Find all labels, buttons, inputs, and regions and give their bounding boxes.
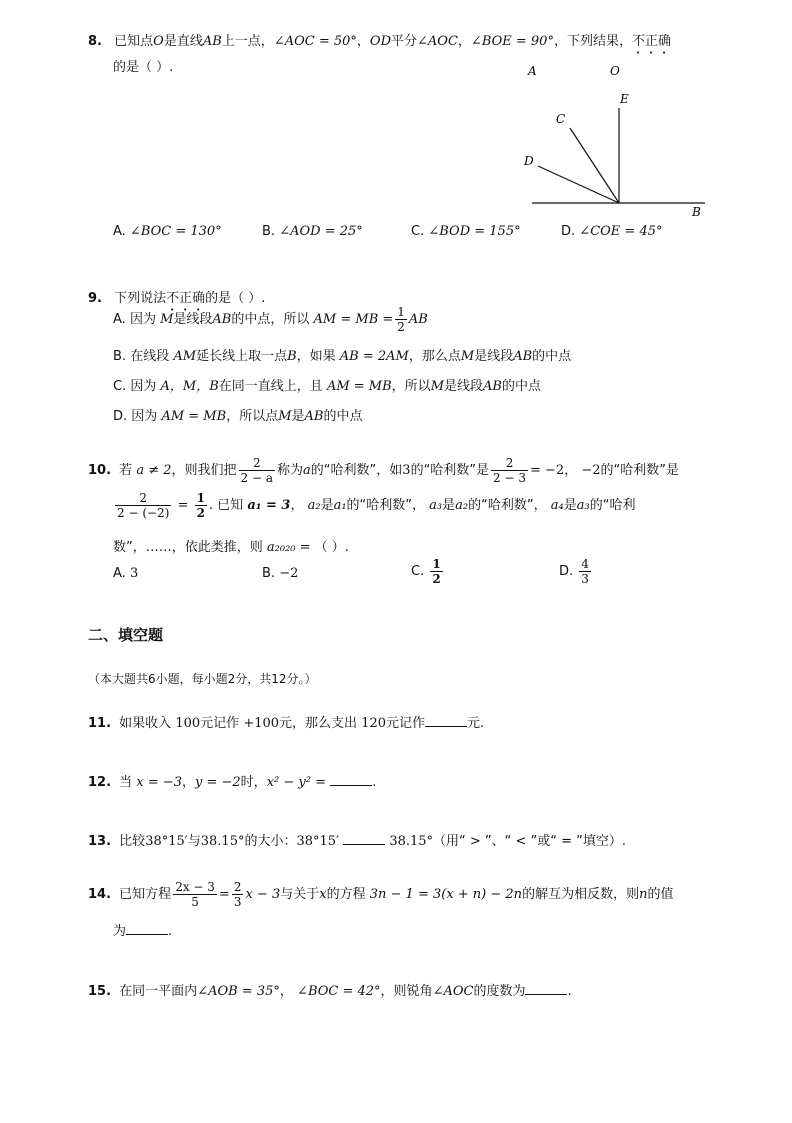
question-15: 15. 在同一平面内∠AOB = 35°， ∠BOC = 42°，则锐角∠AOC的度数为 .: [88, 984, 572, 999]
question-14-line1: 14. 已知方程 $\frac{2x - 3}{5}$ = $\frac{2}{3}$ x − 3与关于x的方程 3n − 1 = 3(x + n) − 2n的解互为相反数，则n的值: [88, 880, 674, 909]
question-9-stem: 9. 下列说法不正确的是（ ）.: [88, 291, 266, 306]
question-number: 13.: [88, 834, 112, 849]
answer-blank[interactable]: [330, 773, 372, 786]
q9-option-a[interactable]: A. 因为 M是线段AB的中点，所以 AM = MB = $\frac{1}{2}$ AB: [113, 305, 428, 334]
label-e: E: [620, 92, 629, 106]
question-8-stem-line2: 的是（ ）.: [113, 60, 174, 75]
q8-option-a[interactable]: A. ∠BOC = 130°: [113, 224, 222, 239]
fraction: $\frac{1}{2}$: [196, 491, 205, 520]
q10-option-d[interactable]: D. $\frac{4}{3}$: [559, 557, 589, 586]
question-number: 15.: [88, 984, 112, 999]
fraction: $\frac{1}{2}$: [432, 557, 441, 586]
angle-figure: [520, 60, 720, 225]
q10-option-b[interactable]: B. −2: [262, 566, 299, 581]
question-12: 12. 当 x = −3，y = −2时，x² − y² = .: [88, 775, 377, 790]
q9-option-b[interactable]: B. 在线段 AM延长线上取一点B，如果 AB = 2AM，那么点M是线段AB的中点: [113, 349, 572, 364]
q9-option-d[interactable]: D. 因为 AM = MB，所以点M是AB的中点: [113, 409, 363, 424]
question-8-stem: 8. 已知点O是直线AB上一点，∠AOC = 50°，OD平分∠AOC，∠BOE = 90°，下列结果，不正确: [88, 34, 671, 49]
q8-option-d[interactable]: D. ∠COE = 45°: [561, 224, 663, 239]
fraction: $\frac{2}{2 - (-2)}$: [117, 491, 170, 520]
answer-blank[interactable]: [126, 922, 168, 935]
label-b: B: [692, 205, 701, 219]
question-10-line1: 10. 若 a ≠ 2，则我们把 $\frac{2}{2 - a}$ 称为a的“哈利数”，如3的“哈利数”是 $\frac{2}{2 - 3}$ = −2， −2的“哈利数”是: [88, 456, 679, 485]
section-title: 二、填空题: [88, 626, 164, 644]
q10-option-c[interactable]: C. $\frac{1}{2}$: [411, 557, 441, 586]
q8-option-b[interactable]: B. ∠AOD = 25°: [262, 224, 363, 239]
label-d: D: [524, 154, 534, 168]
emphasis-text: 不正确: [166, 291, 206, 306]
section-note: （本大题共6小题，每小题2分，共12分。）: [88, 672, 317, 686]
label-a: A: [528, 64, 537, 78]
q9-option-c[interactable]: C. 因为 A，M，B在同一直线上，且 AM = MB，所以M是线段AB的中点: [113, 379, 541, 394]
label-c: C: [556, 112, 566, 126]
question-number: 8.: [88, 34, 102, 49]
question-14-line2: 为 .: [113, 924, 173, 939]
q8-option-c[interactable]: C. ∠BOD = 155°: [411, 224, 521, 239]
question-10-line2: $\frac{2}{2 - (-2)}$ = $\frac{1}{2}$ . 已知 a₁ = 3， a₂是a₁的“哈利数”， a₃是a₂的“哈利数”， a₄是a₃的“哈利: [117, 491, 636, 520]
question-number: 12.: [88, 775, 112, 790]
answer-blank[interactable]: [343, 832, 385, 845]
label-o: O: [610, 64, 620, 78]
question-number: 10.: [88, 463, 112, 478]
q10-option-a[interactable]: A. 3: [113, 566, 139, 581]
question-number: 11.: [88, 716, 112, 731]
answer-blank[interactable]: [425, 714, 467, 727]
question-11: 11. 如果收入 100元记作 +100元，那么支出 120元记作 元.: [88, 716, 485, 731]
fraction: $\frac{4}{3}$: [581, 557, 589, 586]
question-10-line3: 数”，……，依此类推，则 a₂₀₂₀ = （ ）.: [113, 540, 349, 555]
fraction: $\frac{2}{3}$: [233, 880, 242, 909]
fraction: $\frac{1}{2}$: [397, 305, 405, 334]
fraction: $\frac{2}{2 - 3}$: [493, 456, 526, 485]
question-number: 14.: [88, 887, 112, 902]
emphasis-text: 不正确: [631, 34, 671, 49]
fraction: $\frac{2x - 3}{5}$: [175, 880, 215, 909]
question-13: 13. 比较38°15′与38.15°的大小：38°15′ 38.15°（用“ > ”、“ < ”或“ = ”填空）.: [88, 834, 627, 849]
question-number: 9.: [88, 291, 102, 306]
answer-blank[interactable]: [525, 982, 567, 995]
fraction: $\frac{2}{2 - a}$: [240, 456, 274, 485]
